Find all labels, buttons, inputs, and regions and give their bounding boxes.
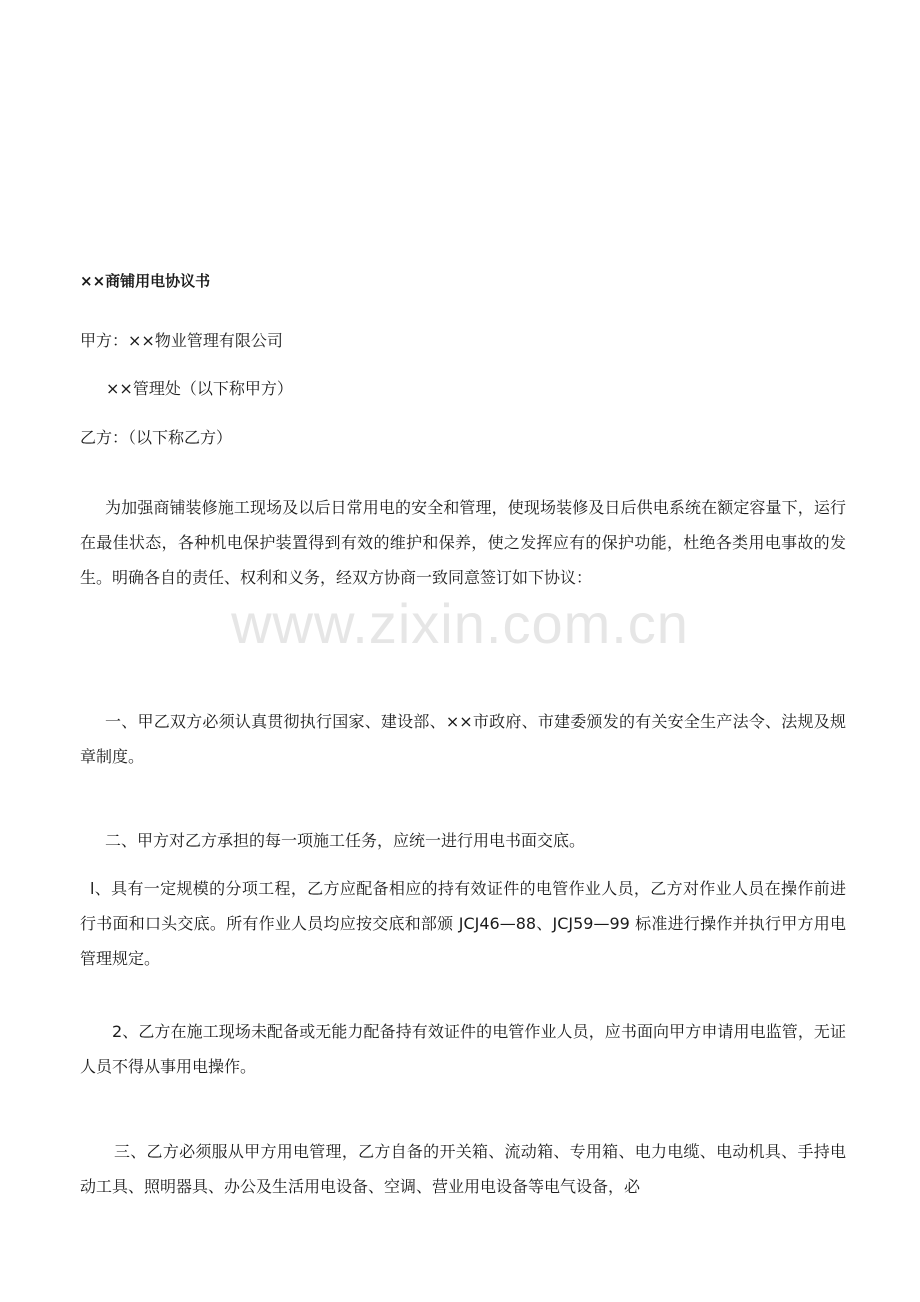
clause-1: 一、甲乙双方必须认真贯彻执行国家、建设部、××市政府、市建委颁发的有关安全生产法令、法规及规章制度。 (80, 712, 846, 766)
clause-2-item-1: l、具有一定规模的分项工程，乙方应配备相应的持有效证件的电管作业人员，乙方对作业人员在操作前进行书面和口头交底。所有作业人员均应按交底和部颁 JCJ46—88、JCJ59—99 标准进行操作并执行甲方用电管理规定。 (80, 879, 846, 968)
document-title: ××商铺用电协议书 (80, 272, 211, 290)
clause-3: 三、乙方必须服从甲方用电管理，乙方自备的开关箱、流动箱、专用箱、电力电缆、电动机具、手持电动工具、照明器具、办公及生活用电设备、空调、营业用电设备等电气设备，必 (80, 1142, 846, 1196)
party-b: 乙方：（以下称乙方） (80, 428, 233, 447)
clause-2-item-2: 2、乙方在施工现场未配备或无能力配备持有效证件的电管作业人员，应书面向甲方申请用电监管，无证人员不得从事用电操作。 (80, 1022, 846, 1076)
party-a-office: ××管理处（以下称甲方） (106, 379, 293, 398)
preamble-paragraph: 为加强商铺装修施工现场及以后日常用电的安全和管理，使现场装修及日后供电系统在额定容量下，运行在最佳状态，各种机电保护装置得到有效的维护和保养，使之发挥应有的保护功能，杜绝各类用电事故的发生。明确各自的责任、权利和义务，经双方协商一致同意签订如下协议： (80, 498, 846, 587)
watermark: www.zixin.com.cn (231, 592, 689, 655)
clause-2: 二、甲方对乙方承担的每一项施工任务，应统一进行用电书面交底。 (105, 831, 586, 850)
party-a: 甲方：××物业管理有限公司 (80, 331, 283, 350)
